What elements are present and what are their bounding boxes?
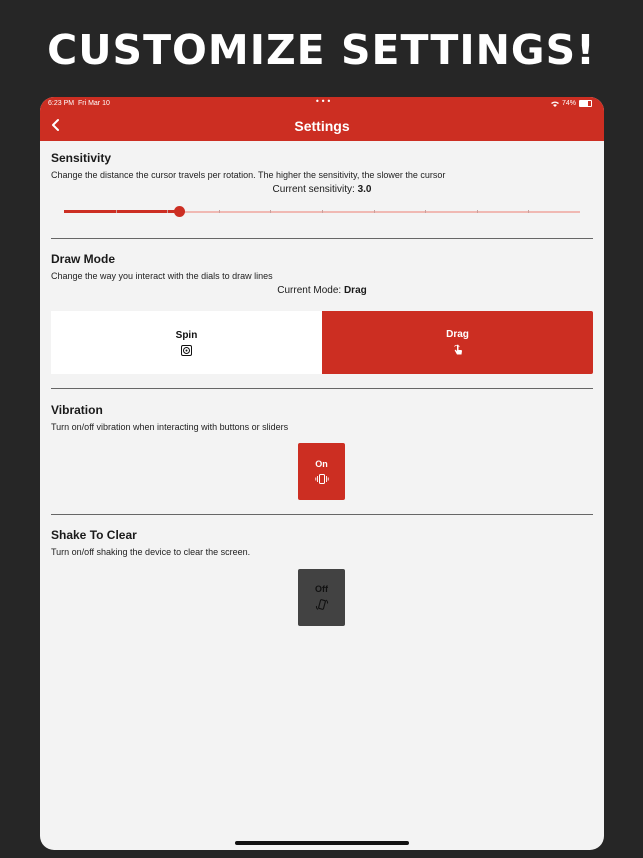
slider-tick <box>167 210 168 213</box>
sensitivity-section <box>51 151 593 231</box>
shake-toggle-label: Off <box>315 584 328 594</box>
battery-icon <box>579 100 592 107</box>
spin-dial-icon <box>181 345 192 356</box>
slider-fill <box>64 210 179 213</box>
nav-header <box>40 97 604 141</box>
divider <box>51 238 593 239</box>
slider-tick <box>219 210 220 213</box>
sensitivity-description: Change the distance the cursor travels per rotation. The higher the sensitivity, the slower the cursor <box>51 170 446 180</box>
vibration-title: Vibration <box>51 403 103 417</box>
draw-mode-segmented-control <box>51 311 593 374</box>
draw-mode-section <box>51 252 593 377</box>
vibrate-icon <box>315 474 329 484</box>
draw-mode-description: Change the way you interact with the dials to draw lines <box>51 271 273 281</box>
current-mode-label: Current Mode: <box>277 285 344 296</box>
shake-description: Turn on/off shaking the device to clear the screen. <box>51 547 251 557</box>
draw-mode-title: Draw Mode <box>51 252 116 266</box>
slider-tick <box>322 210 323 213</box>
vibration-description: Turn on/off vibration when interacting with buttons or sliders <box>51 422 289 432</box>
sensitivity-slider[interactable] <box>64 206 580 218</box>
promo-headline: CUSTOMIZE SETTINGS! <box>47 26 596 74</box>
slider-tick <box>425 210 426 213</box>
slider-thumb[interactable] <box>174 206 185 217</box>
battery-percent: 74% <box>561 100 576 107</box>
current-sensitivity-value: 3.0 <box>357 184 372 195</box>
multitask-dots[interactable]: ••• <box>315 97 333 106</box>
vibration-section <box>51 403 593 503</box>
slider-tick <box>477 210 478 213</box>
slider-tick <box>374 210 375 213</box>
drag-mode-button[interactable] <box>322 311 593 374</box>
shake-toggle-button[interactable] <box>298 569 345 626</box>
vibration-toggle-button[interactable] <box>298 443 345 500</box>
spin-mode-label: Spin <box>175 329 198 341</box>
wifi-icon <box>551 101 559 107</box>
slider-tick <box>528 210 529 213</box>
slider-tick <box>116 210 117 213</box>
sensitivity-title: Sensitivity <box>51 151 112 165</box>
shake-device-icon <box>315 599 329 611</box>
current-sensitivity <box>51 184 593 195</box>
divider <box>51 514 593 515</box>
current-sensitivity-label: Current sensitivity: <box>272 184 358 195</box>
divider <box>51 388 593 389</box>
device-screen <box>40 97 604 850</box>
current-mode <box>51 285 593 296</box>
page-title: Settings <box>294 118 350 134</box>
vibration-toggle-label: On <box>315 459 328 469</box>
current-mode-value: Drag <box>343 285 367 296</box>
drag-mode-label: Drag <box>446 329 469 340</box>
status-time: 6:23 PM Fri Mar 10 <box>48 100 110 107</box>
shake-section <box>51 528 593 628</box>
home-indicator[interactable] <box>235 841 409 845</box>
touch-drag-icon <box>452 344 464 356</box>
shake-title: Shake To Clear <box>51 528 137 542</box>
spin-mode-button[interactable] <box>51 311 322 374</box>
status-indicators <box>551 100 592 107</box>
slider-tick <box>270 210 271 213</box>
